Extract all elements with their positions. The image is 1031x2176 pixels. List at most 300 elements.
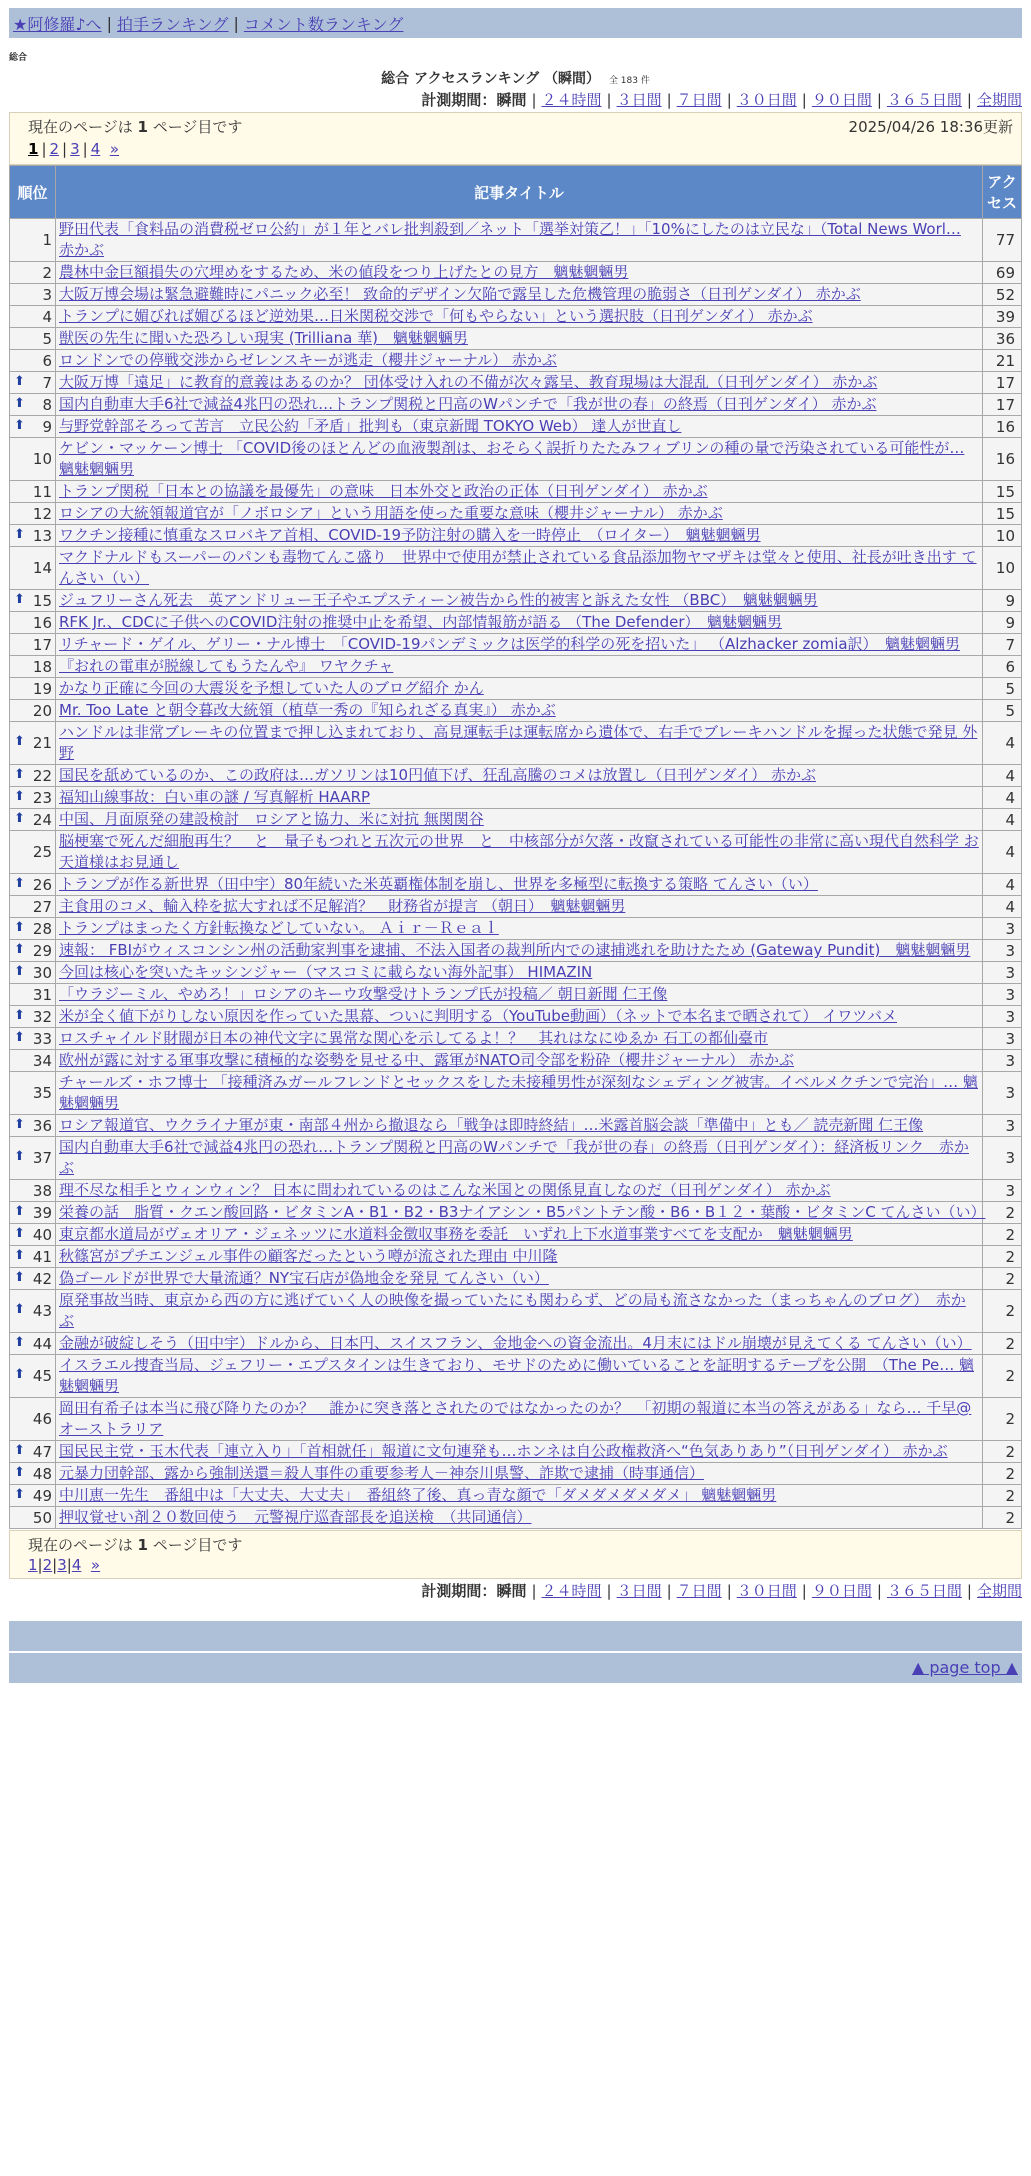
access-count: 36 xyxy=(983,328,1021,349)
pager-box-bottom xyxy=(9,1530,1022,1579)
bottom-period-link-0[interactable]: ２４時間 xyxy=(541,1582,602,1600)
table-row xyxy=(10,896,1021,917)
article-title-link[interactable]: 秋篠宮がプチエンジェル事件の顧客だったという噂が流された理由 中川隆 xyxy=(59,1247,558,1265)
rank-number: 7 xyxy=(42,373,52,392)
rank-cell xyxy=(10,874,55,895)
article-title-link[interactable]: トランプ関税「日本との協議を最優先」の意味 日本外交と政治の正体（日刊ゲンダイ） 赤かぶ xyxy=(59,482,708,500)
title-cell xyxy=(56,1180,982,1201)
table-row xyxy=(10,394,1021,415)
rank-cell xyxy=(10,503,55,524)
article-title-link[interactable]: ロンドンでの停戦交渉からゼレンスキーが逃走（櫻井ジャーナル） 赤かぶ xyxy=(59,351,557,369)
table-row xyxy=(10,547,1021,589)
rank-cell xyxy=(10,700,55,721)
table-row xyxy=(10,1202,1021,1223)
pager-box-top xyxy=(9,112,1022,165)
nav-separator: | xyxy=(233,13,239,33)
article-title-link[interactable]: 押収覚せい剤２０数回使う 元警視庁巡査部長を追送検 （共同通信） xyxy=(59,1508,532,1526)
title-cell xyxy=(56,700,982,721)
rank-number: 49 xyxy=(32,1486,52,1505)
title-cell xyxy=(56,809,982,830)
article-title-link[interactable]: かなり正確に今回の大震災を予想していた人のブログ紹介 かん xyxy=(59,679,484,697)
top-page-link-2[interactable]: 2 xyxy=(49,140,60,158)
title-cell xyxy=(56,394,982,415)
access-count: 21 xyxy=(983,350,1021,371)
table-row xyxy=(10,1180,1021,1201)
rank-up-arrow-icon: ⬆ xyxy=(14,1302,25,1317)
bottom-page-link-1[interactable]: 1 xyxy=(28,1556,38,1574)
access-count: 15 xyxy=(983,481,1021,502)
page-separator: | xyxy=(82,140,88,158)
article-title-link[interactable]: 金融が破綻しそう（田中宇）ドルから、日本円、スイスフラン、金地金への資金流出。4月末にはドル崩壊が見えてくる てんさい（い） xyxy=(59,1334,972,1352)
rank-number: 25 xyxy=(32,843,52,861)
rank-number: 38 xyxy=(32,1181,52,1200)
access-count: 4 xyxy=(983,809,1021,830)
article-title-link[interactable]: RFK Jr.、CDCに子供へのCOVID注射の推奨中止を希望、内部情報筋が語る （The Defender） 魑魅魍魎男 xyxy=(59,613,783,631)
article-title-link[interactable]: 国内自動車大手6社で減益4兆円の恐れ…トランプ関税と円高のWパンチで「我が世の春」の終焉（日刊ゲンダイ）：経済板リンク 赤かぶ xyxy=(59,1138,969,1177)
table-row xyxy=(10,284,1021,305)
top-period-link-0[interactable]: ２４時間 xyxy=(541,91,602,109)
article-title-link[interactable]: 偽ゴールドが世界で大量流通？NY宝石店が偽地金を発見 てんさい（い） xyxy=(59,1269,549,1287)
rank-cell xyxy=(10,1006,55,1027)
title-cell xyxy=(56,656,982,677)
access-count: 3 xyxy=(983,1028,1021,1049)
title-cell xyxy=(56,634,982,655)
table-row xyxy=(10,1398,1021,1440)
title-cell xyxy=(56,1137,982,1179)
table-row xyxy=(10,1463,1021,1484)
rank-number: 42 xyxy=(32,1269,52,1288)
title-cell xyxy=(56,1268,982,1289)
access-count: 2 xyxy=(983,1333,1021,1354)
access-count: 17 xyxy=(983,394,1021,415)
rank-up-arrow-icon: ⬆ xyxy=(14,1367,25,1382)
access-count: 16 xyxy=(983,438,1021,480)
title-cell xyxy=(56,1006,982,1027)
rank-cell xyxy=(10,1246,55,1267)
title-cell xyxy=(56,219,982,261)
rank-cell xyxy=(10,962,55,983)
access-count: 4 xyxy=(983,831,1021,873)
title-cell xyxy=(56,1202,986,1223)
access-count: 3 xyxy=(983,1072,1021,1114)
bottom-next-page-link[interactable]: » xyxy=(90,1556,101,1574)
rank-cell xyxy=(10,306,55,327)
period-separator: | xyxy=(801,91,807,109)
table-row xyxy=(10,984,1021,1005)
article-title-link[interactable]: ロシア報道官、ウクライナ軍が東・南部４州から撤退なら「戦争は即時終結」…米露首脳会談「準備中」とも／ 読売新聞 仁王像 xyxy=(59,1116,924,1134)
rank-number: 19 xyxy=(32,679,52,698)
updated-timestamp: 2025/04/26 18:36更新 xyxy=(848,118,1013,136)
rank-number: 11 xyxy=(32,482,52,501)
rank-cell xyxy=(10,1028,55,1049)
access-count: 2 xyxy=(983,1246,1021,1267)
access-count: 3 xyxy=(983,1137,1021,1179)
rank-cell xyxy=(10,1398,55,1440)
nav-applause-ranking-link[interactable]: 拍手ランキング xyxy=(116,14,229,34)
rank-up-arrow-icon: ⬆ xyxy=(14,1442,25,1458)
title-cell xyxy=(56,1507,982,1528)
access-count: 4 xyxy=(983,722,1021,764)
title-cell xyxy=(56,1355,982,1397)
top-page-link-4[interactable]: 4 xyxy=(90,140,101,158)
article-title-link[interactable]: 脳梗塞で死んだ細胞再生？ と 量子もつれと五次元の世界 と 中核部分が欠落・改竄されている可能性の非常に高い現代自然科学 お天道様はお見通し xyxy=(59,832,979,871)
rank-cell xyxy=(10,394,55,415)
rank-cell xyxy=(10,984,55,1005)
rank-up-arrow-icon: ⬆ xyxy=(14,963,25,979)
access-count: 15 xyxy=(983,503,1021,524)
period-separator: | xyxy=(666,91,672,109)
bottom-period-link-3[interactable]: ３０日間 xyxy=(736,1582,797,1600)
rank-up-arrow-icon: ⬆ xyxy=(14,766,25,782)
rank-up-arrow-icon: ⬆ xyxy=(14,919,25,935)
rank-number: 17 xyxy=(32,635,52,654)
rank-up-arrow-icon: ⬆ xyxy=(14,417,25,433)
access-count: 17 xyxy=(983,372,1021,393)
rank-cell xyxy=(10,1072,55,1114)
rank-cell xyxy=(10,787,55,808)
table-row xyxy=(10,765,1021,786)
rank-up-arrow-icon: ⬆ xyxy=(14,1029,25,1045)
period-separator: | xyxy=(801,1582,807,1600)
footer-bar-pagetop xyxy=(9,1653,1022,1683)
rank-up-arrow-icon: ⬆ xyxy=(14,810,25,826)
access-count: 2 xyxy=(983,1202,1021,1223)
rank-number: 10 xyxy=(32,450,52,468)
rank-up-arrow-icon: ⬆ xyxy=(14,591,25,607)
top-period-link-2[interactable]: ７日間 xyxy=(676,91,722,109)
article-title-link[interactable]: 大阪万博会場は緊急避難時にパニック必至！ 致命的デザイン欠陥で露呈した危機管理の脆弱さ（日刊ゲンダイ） 赤かぶ xyxy=(59,285,861,303)
title-cell xyxy=(56,1050,982,1071)
period-separator: | xyxy=(606,1582,612,1600)
bottom-period-link-1[interactable]: ３日間 xyxy=(616,1582,662,1600)
table-row xyxy=(10,1485,1021,1506)
table-row xyxy=(10,1028,1021,1049)
article-title-link[interactable]: リチャード・ゲイル、ゲリー・ナル博士 「COVID-19パンデミックは医学的科学の死を招いた」 （Alzhacker zomia訳） 魑魅魍魎男 xyxy=(59,635,961,653)
rank-number: 18 xyxy=(32,657,52,676)
rank-cell xyxy=(10,1180,55,1201)
table-row xyxy=(10,722,1021,764)
article-title-link[interactable]: ロスチャイルド財閥が日本の神代文字に異常な関心を示してるよ！？ 其れはなにゆゑか 石工の都仙臺市 xyxy=(59,1029,769,1047)
access-count: 3 xyxy=(983,1180,1021,1201)
table-row xyxy=(10,831,1021,873)
rank-cell xyxy=(10,1507,55,1528)
table-row xyxy=(10,940,1021,961)
article-title-link[interactable]: 理不尽な相手とウィンウィン？ 日本に問われているのはこんな米国との関係見直しなのだ（日刊ゲンダイ） 赤かぶ xyxy=(59,1181,831,1199)
page-top-link[interactable]: ▲ page top ▲ xyxy=(911,1658,1018,1677)
article-title-link[interactable]: ケビン・マッケーン博士 「COVID後のほとんどの血液製剤は、おそらく誤折りたたみフィブリンの種の量で汚染されている可能性が… 魑魅魍魎男 xyxy=(59,439,965,478)
access-count: 2 xyxy=(983,1268,1021,1289)
rank-cell xyxy=(10,416,55,437)
rank-number: 36 xyxy=(32,1116,52,1135)
access-count: 4 xyxy=(983,765,1021,786)
title-cell xyxy=(56,612,982,633)
title-cell xyxy=(56,416,982,437)
period-separator: | xyxy=(531,91,537,109)
table-row xyxy=(10,809,1021,830)
title-cell xyxy=(56,1441,982,1462)
article-title-link[interactable]: 米が全く値下がりしない原因を作っていた黒幕、ついに判明する（YouTube動画）（ネットで本名まで晒されて） イワツバメ xyxy=(59,1007,897,1025)
current-page-text-bottom: 現在のページは 1 ページ目です xyxy=(28,1536,243,1554)
rank-number: 30 xyxy=(32,963,52,982)
title-cell xyxy=(56,831,982,873)
rank-up-arrow-icon: ⬆ xyxy=(14,1225,25,1241)
article-title-link[interactable]: ワクチン接種に慎重なスロバキア首相、COVID-19予防注射の購入を一時停止 （ロイター） 魑魅魍魎男 xyxy=(59,526,761,544)
title-cell xyxy=(56,284,982,305)
title-cell xyxy=(56,984,982,1005)
access-count: 3 xyxy=(983,1115,1021,1136)
rank-up-arrow-icon: ⬆ xyxy=(14,1247,25,1263)
bottom-period-link-2[interactable]: ７日間 xyxy=(676,1582,722,1600)
rank-up-arrow-icon: ⬆ xyxy=(14,395,25,411)
article-title-link[interactable]: Mr. Too Late と朝令暮改大統領（植草一秀の『知られざる真実』） 赤かぶ xyxy=(59,701,556,719)
article-title-link[interactable]: 今回は核心を突いたキッシンジャー（マスコミに載らない海外記事） HIMAZIN xyxy=(59,963,593,981)
period-separator: | xyxy=(531,1582,537,1600)
article-title-link[interactable]: ジュフリーさん死去 英アンドリュー王子やエプスティーン被告から性的被害と訴えた女性 （BBC） 魑魅魍魎男 xyxy=(59,591,818,609)
access-count: 7 xyxy=(983,634,1021,655)
table-row xyxy=(10,1050,1021,1071)
rank-number: 43 xyxy=(32,1302,52,1320)
rank-cell xyxy=(10,678,55,699)
rank-cell xyxy=(10,809,55,830)
table-row xyxy=(10,1246,1021,1267)
nav-comment-ranking-link[interactable]: コメント数ランキング xyxy=(243,14,404,34)
title-cell xyxy=(56,874,982,895)
table-row xyxy=(10,918,1021,939)
bottom-page-link-2[interactable]: 2 xyxy=(42,1556,53,1574)
rank-cell xyxy=(10,1202,55,1223)
title-cell xyxy=(56,1224,982,1245)
title-cell xyxy=(56,896,982,917)
bottom-period-link-6[interactable]: 全期間 xyxy=(976,1582,1022,1600)
access-count: 39 xyxy=(983,306,1021,327)
article-title-link[interactable]: 中川恵一先生 番組中は「大丈夫、大丈夫」 番組終了後、真っ青な顔で「ダメダメダメダメ」 魑魅魍魎男 xyxy=(59,1486,777,1504)
article-title-link[interactable]: 国民を舐めているのか、この政府は…ガソリンは10円値下げ、狂乱高騰のコメは放置し（日刊ゲンダイ） 赤かぶ xyxy=(59,766,817,784)
title-cell xyxy=(56,438,982,480)
table-row xyxy=(10,1006,1021,1027)
page-separator: | xyxy=(41,140,47,158)
article-title-link[interactable]: 福知山線事故：白い車の謎 / 写真解析 HAARP xyxy=(59,788,371,806)
article-title-link[interactable]: 大阪万博「遠足」に教育的意義はあるのか？ 団体受け入れの不備が次々露呈、教育現場は大混乱（日刊ゲンダイ） 赤かぶ xyxy=(59,373,878,391)
title-cell xyxy=(56,722,982,764)
table-row xyxy=(10,1072,1021,1114)
title-cell xyxy=(56,787,982,808)
article-title-link[interactable]: マクドナルドもスーパーのパンも毒物てんこ盛り 世界中で使用が禁止されている食品添加物ヤマザキは堂々と使用、社長が吐き出す てんさい（い） xyxy=(59,548,977,587)
period-separator: | xyxy=(876,1582,882,1600)
top-next-page-link[interactable]: » xyxy=(109,140,119,158)
access-count: 6 xyxy=(983,656,1021,677)
rank-number: 39 xyxy=(32,1203,52,1222)
article-title-link[interactable]: 野田代表「食料品の消費税ゼロ公約」が１年とバレ批判殺到／ネット「選挙対策乙！」「10%にしたのは立民な」（Total News Worl… 赤かぶ xyxy=(59,220,961,259)
article-title-link[interactable]: トランプが作る新世界（田中宇）80年続いた米英覇権体制を崩し、世界を多極型に転換する策略 てんさい（い） xyxy=(59,875,818,893)
title-cell xyxy=(56,503,982,524)
rank-number: 48 xyxy=(32,1464,52,1483)
table-row xyxy=(10,416,1021,437)
top-page-link-3[interactable]: 3 xyxy=(70,140,80,158)
article-title-link[interactable]: 原発事故当時、東京から西の方に逃げていく人の映像を撮っていたにも関わらず、どの局も流さなかった（まっちゃんのブログ） 赤かぶ xyxy=(59,1291,966,1330)
top-period-link-1[interactable]: ３日間 xyxy=(616,91,662,109)
rank-number: 47 xyxy=(32,1442,52,1461)
article-title-link[interactable]: 農林中金巨額損失の穴埋めをするため、米の値段をつり上げたとの見方 魑魅魍魎男 xyxy=(59,263,629,281)
access-count: 3 xyxy=(983,918,1021,939)
rank-number: 20 xyxy=(32,701,52,720)
rank-number: 1 xyxy=(42,231,52,249)
rank-cell xyxy=(10,1050,55,1071)
period-current: 瞬間 xyxy=(496,91,527,109)
article-title-link[interactable]: 中国、月面原発の建設検討 ロシアと協力、米に対抗 無関関谷 xyxy=(59,810,484,828)
rank-cell xyxy=(10,918,55,939)
table-row xyxy=(10,612,1021,633)
article-title-link[interactable]: 獣医の先生に聞いた恐ろしい現実 (Trilliana 華) 魑魅魍魎男 xyxy=(59,329,468,347)
article-title-link[interactable]: 岡田有希子は本当に飛び降りたのか？ 誰かに突き落とされたのではなかったのか？ 「初期の報道に本当の答えがある」なら… 千早@オーストラリア xyxy=(59,1399,972,1438)
article-title-link[interactable]: 『おれの電車が脱線してもうたんや』 ワヤクチャ xyxy=(59,657,394,675)
rank-up-arrow-icon: ⬆ xyxy=(14,1203,25,1219)
rank-number: 46 xyxy=(32,1410,52,1428)
access-count: 3 xyxy=(983,1050,1021,1071)
access-count: 2 xyxy=(983,1224,1021,1245)
table-row xyxy=(10,1268,1021,1289)
access-count: 3 xyxy=(983,984,1021,1005)
rank-cell xyxy=(10,1355,55,1397)
rank-number: 2 xyxy=(42,263,52,282)
table-row xyxy=(10,372,1021,393)
top-period-link-6[interactable]: 全期間 xyxy=(976,91,1022,109)
access-count: 77 xyxy=(983,219,1021,261)
rank-number: 50 xyxy=(32,1508,52,1527)
bottom-period-link-5[interactable]: ３６５日間 xyxy=(886,1582,962,1600)
access-count: 4 xyxy=(983,787,1021,808)
rank-cell xyxy=(10,547,55,589)
title-cell xyxy=(56,1246,982,1267)
top-period-link-4[interactable]: ９０日間 xyxy=(811,91,872,109)
table-row xyxy=(10,634,1021,655)
title-cell xyxy=(56,590,982,611)
access-count: 2 xyxy=(983,1441,1021,1462)
period-label: 計測期間： xyxy=(421,1582,497,1600)
rank-cell xyxy=(10,1463,55,1484)
rank-cell xyxy=(10,590,55,611)
rank-up-arrow-icon: ⬆ xyxy=(14,373,25,389)
table-row xyxy=(10,481,1021,502)
page-separator: | xyxy=(62,140,68,158)
top-period-link-5[interactable]: ３６５日間 xyxy=(886,91,962,109)
article-title-link[interactable]: 与野党幹部そろって苦言 立民公約「矛盾」批判も（東京新聞 TOKYO Web） 達人が世直し xyxy=(59,417,682,435)
access-count: 5 xyxy=(983,678,1021,699)
article-title-link[interactable]: トランプに媚びれば媚びるほど逆効果…日米関税交渉で「何もやらない」という選択肢（日刊ゲンダイ） 赤かぶ xyxy=(59,307,813,325)
article-title-link[interactable]: イスラエル捜査当局、ジェフリー・エプスタインは生きており、モサドのために働いていることを証明するテープを公開 （The Pe… 魑魅魍魎男 xyxy=(59,1356,974,1395)
article-title-link[interactable]: トランプはまったく方針転換などしていない。 Ａｉｒ－Ｒｅａｌ xyxy=(59,919,499,937)
access-count: 52 xyxy=(983,284,1021,305)
table-row xyxy=(10,1355,1021,1397)
table-row xyxy=(10,262,1021,283)
rank-cell xyxy=(10,1485,55,1506)
rank-number: 14 xyxy=(32,559,52,577)
ranking-table xyxy=(9,165,1022,1529)
rank-cell xyxy=(10,1137,55,1179)
article-title-link[interactable]: ハンドルは非常ブレーキの位置まで押し込まれており、高見運転手は運転席から遺体で、右手でブレーキハンドルを握った状態で発見 外野 xyxy=(59,723,978,762)
table-row xyxy=(10,1137,1021,1179)
table-row xyxy=(10,874,1021,895)
title-cell xyxy=(56,940,982,961)
article-title-link[interactable]: 栄養の話 脂質・クエン酸回路・ビタミンA・B1・B2・B3ナイアシン・B5パントテン酸・B6・B１２・葉酸・ビタミンC てんさい（い） xyxy=(59,1203,986,1221)
bottom-page-link-4[interactable]: 4 xyxy=(71,1556,82,1574)
rank-number: 3 xyxy=(42,285,52,304)
rank-number: 5 xyxy=(42,329,52,348)
table-row xyxy=(10,1115,1021,1136)
title-cell xyxy=(56,1398,982,1440)
page-spacer xyxy=(81,1556,91,1574)
rank-cell xyxy=(10,896,55,917)
title-cell xyxy=(56,547,982,589)
period-separator: | xyxy=(726,1582,732,1600)
title-cell xyxy=(56,306,982,327)
rank-up-arrow-icon: ⬆ xyxy=(14,941,25,957)
title-cell xyxy=(56,1333,982,1354)
article-title-link[interactable]: 速報： FBIがウィスコンシン州の活動家判事を逮捕、不法入国者の裁判所内での逮捕逃れを助けたため (Gateway Pundit) 魑魅魍魎男 xyxy=(59,941,971,959)
article-title-link[interactable]: 欧州が露に対する軍事攻撃に積極的な姿勢を見せる中、露軍がNATO司令部を粉砕（櫻井ジャーナル） 赤かぶ xyxy=(59,1051,795,1069)
rank-number: 24 xyxy=(32,810,52,829)
rank-cell xyxy=(10,1224,55,1245)
access-count: 9 xyxy=(983,612,1021,633)
rank-number: 12 xyxy=(32,504,52,523)
rank-number: 9 xyxy=(42,417,52,436)
table-row xyxy=(10,328,1021,349)
rank-cell xyxy=(10,328,55,349)
period-separator: | xyxy=(666,1582,672,1600)
rank-number: 23 xyxy=(32,788,52,807)
table-row xyxy=(10,590,1021,611)
article-title-link[interactable]: チャールズ・ホフ博士 「接種済みガールフレンドとセックスをした未接種男性が深刻なシェディング被害。イベルメクチンで完治」… 魑魅魍魎男 xyxy=(59,1073,978,1112)
title-cell xyxy=(56,678,982,699)
article-title-link[interactable]: 国内自動車大手6社で減益4兆円の恐れ…トランプ関税と円高のWパンチで「我が世の春」の終焉（日刊ゲンダイ） 赤かぶ xyxy=(59,395,877,413)
top-page-link-1[interactable]: 1 xyxy=(28,140,39,158)
article-title-link[interactable]: 東京都水道局がヴェオリア・ジェネッツに水道料金徴収事務を委託 いずれ上下水道事業すべてを支配か 魑魅魍魎男 xyxy=(59,1225,853,1243)
article-title-link[interactable]: 元暴力団幹部、露から強制送還＝殺人事件の重要参考人－神奈川県警、詐欺で逮捕（時事通信） xyxy=(59,1464,705,1482)
table-row xyxy=(10,1333,1021,1354)
rank-up-arrow-icon: ⬆ xyxy=(14,788,25,804)
bottom-page-link-3[interactable]: 3 xyxy=(57,1556,67,1574)
title-cell xyxy=(56,1290,982,1332)
rank-cell xyxy=(10,1333,55,1354)
pagination-bottom xyxy=(28,1556,1013,1574)
rank-up-arrow-icon: ⬆ xyxy=(14,1464,25,1480)
page-spacer xyxy=(100,140,110,158)
access-count: 3 xyxy=(983,940,1021,961)
article-title-link[interactable]: ロシアの大統領報道官が「ノボロシア」という用語を使った重要な意味（櫻井ジャーナル） 赤かぶ xyxy=(59,504,723,522)
nav-home-link[interactable]: ★阿修羅♪へ xyxy=(13,14,102,34)
rank-number: 29 xyxy=(32,941,52,960)
title-cell xyxy=(56,525,982,546)
bottom-period-link-4[interactable]: ９０日間 xyxy=(811,1582,872,1600)
access-count: 16 xyxy=(983,416,1021,437)
access-count: 3 xyxy=(983,962,1021,983)
table-row xyxy=(10,503,1021,524)
period-separator: | xyxy=(966,91,972,109)
access-count: 69 xyxy=(983,262,1021,283)
article-title-link[interactable]: 国民民主党・玉木代表「連立入り」「首相就任」報道に文句連発も…ホンネは自公政権救済へ“色気ありあり”（日刊ゲンダイ） 赤かぶ xyxy=(59,1442,948,1460)
access-count: 4 xyxy=(983,896,1021,917)
page-separator: | xyxy=(66,1556,72,1574)
article-title-link[interactable]: 主食用のコメ、輸入枠を拡大すれば不足解消？ 財務省が提言 （朝日） 魑魅魍魎男 xyxy=(59,897,626,915)
table-row xyxy=(10,1507,1021,1528)
title-cell xyxy=(56,918,982,939)
access-count: 2 xyxy=(983,1398,1021,1440)
rank-cell xyxy=(10,656,55,677)
page-separator: | xyxy=(37,1556,43,1574)
pagination xyxy=(28,138,1013,160)
article-title-link[interactable]: 「ウラジーミル、やめろ！」ロシアのキーウ攻撃受けトランプ氏が投稿／ 朝日新聞 仁王像 xyxy=(59,985,668,1003)
rank-number: 44 xyxy=(32,1334,52,1353)
top-period-link-3[interactable]: ３０日間 xyxy=(736,91,797,109)
